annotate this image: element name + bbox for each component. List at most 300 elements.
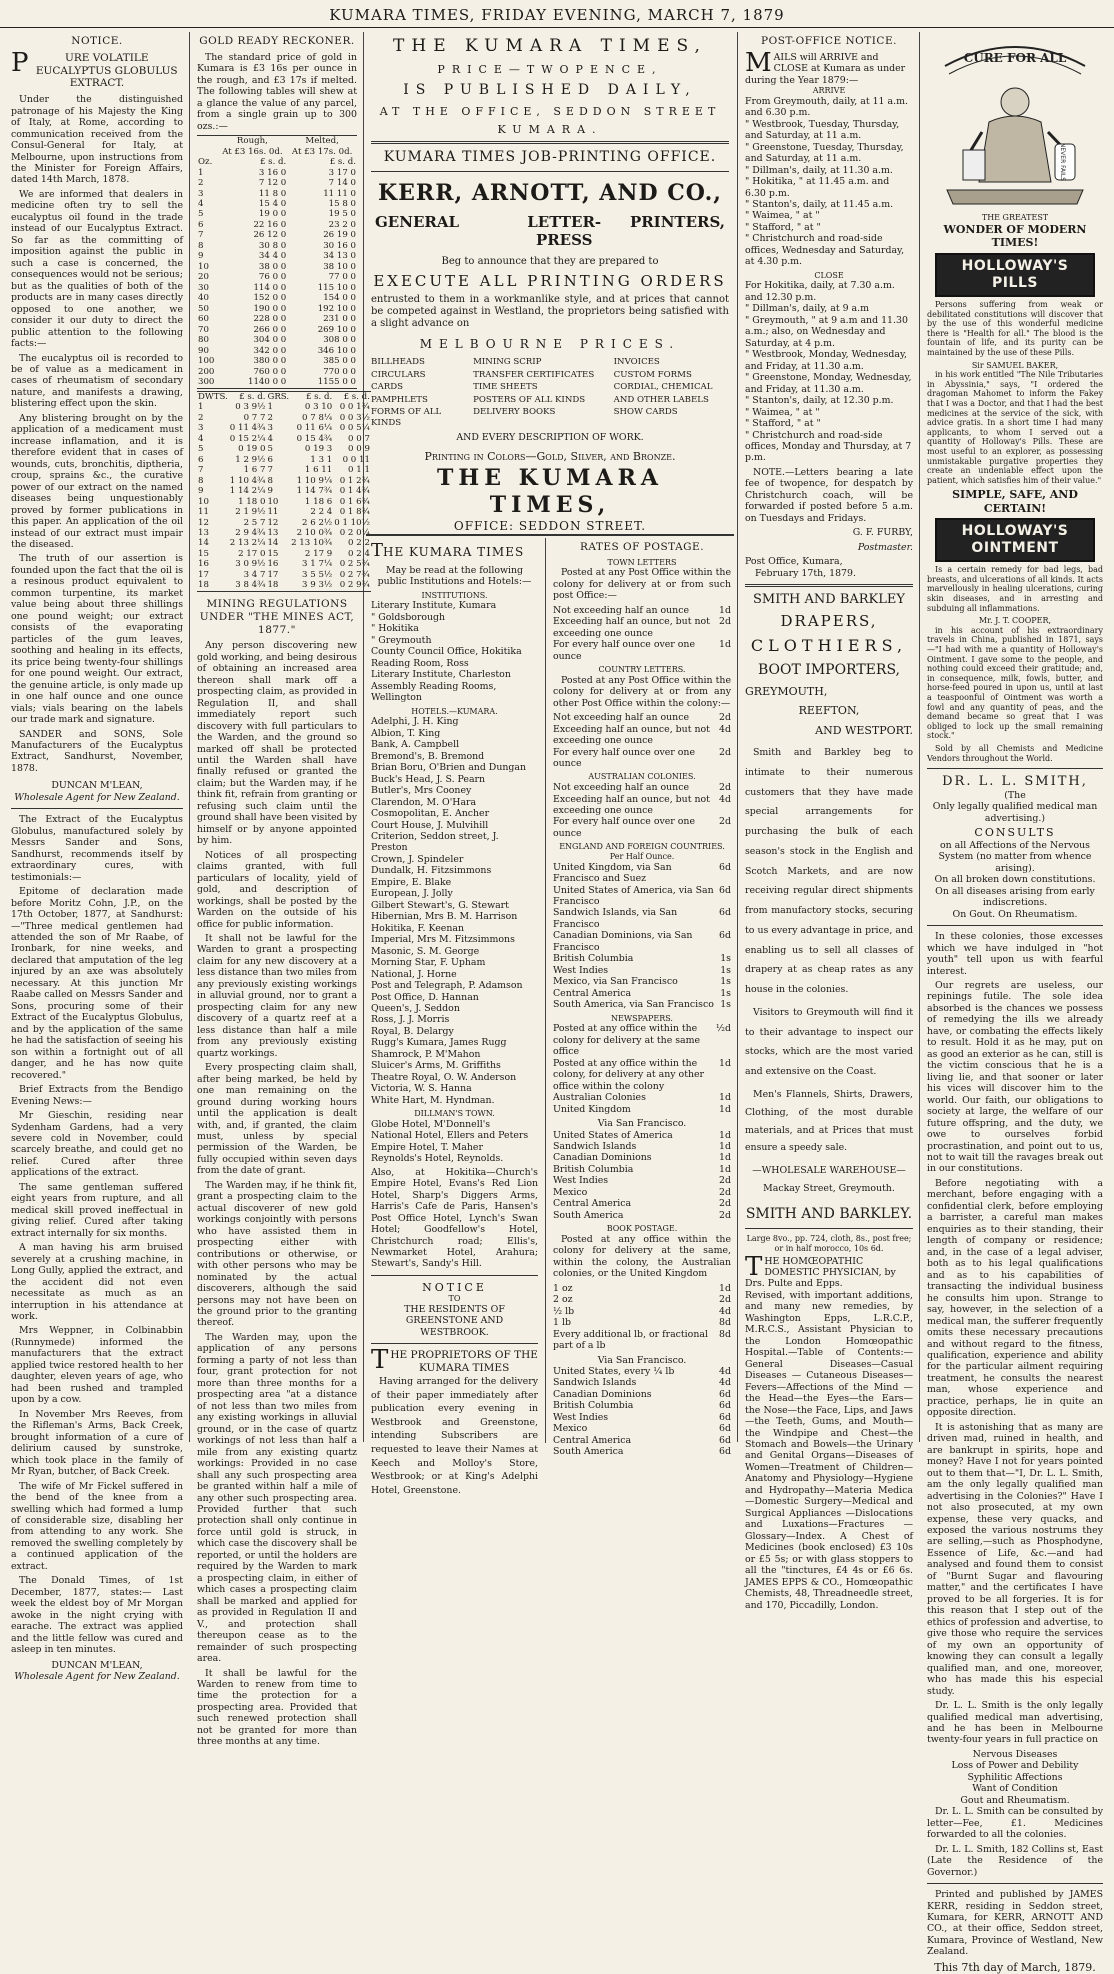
list-item: " Christchurch and road-side offices, Wednesday and Saturday, at 4.30 p.m. <box>745 233 905 268</box>
rate-value: 2d <box>719 1209 731 1221</box>
news-heading: NEWSPAPERS. <box>611 1013 673 1023</box>
table-cell: 0 19 3 <box>304 444 333 455</box>
list-item: " Waimea, " at " <box>745 210 820 222</box>
table-cell: 342 0 0 <box>253 345 287 356</box>
table-cell: 1 10 9¼ <box>296 475 333 486</box>
table-row <box>197 507 371 517</box>
oz-table <box>197 135 357 389</box>
table-cell: 115 10 0 <box>317 282 356 293</box>
rate-label: Not exceeding half an ounce <box>553 782 689 794</box>
print-item: FORMS OF ALL KINDS <box>371 407 442 428</box>
list-item: Victoria, W. S. Hanna <box>371 1083 472 1095</box>
table-cell: 6 <box>198 454 204 465</box>
list-item: Reynolds's Hotel, Reynolds. <box>371 1153 504 1165</box>
list-item: Literary Institute, Charleston <box>371 669 511 681</box>
job-printing-heading: KUMARA TIMES JOB-PRINTING OFFICE. <box>383 149 717 166</box>
paper-name: THE KUMARA TIMES, <box>393 36 707 56</box>
paragraph: The wife of Mr Fickel suffered in the bend of the knee from a swelling which had formed a lump of considerable size, disabling her from attending to any work. She removed the swelling completely by a continued application of the extract. <box>11 1480 183 1572</box>
table-cell: 15 <box>198 548 209 559</box>
paragraph: Having arranged for the delivery of their paper immediately after publication every evening in Westbrook and Greenstone, intending Subscribers are requested to leave their Names at Keech and Molloy's Store, Westbrook; or at King's Adelphi Hotel, Greenstone. <box>371 1375 538 1496</box>
paragraph: in his work entitled "The Nile Tributaries in Abyssinia," says, "I ordered the dragoman Mahomet to inform the Fakey that I was a Doctor, and that I had the best medicines at the service of the sick, with advice gratis. In a short time I had many applicants, to whom I served out a quantity of Holloway's Pills. These are most useful to an explorer, as possessing unmistakable purgative properties they create an undeniable effect upon the patient, which satisfies him of their value." <box>927 370 1103 485</box>
published: IS PUBLISHED DAILY, <box>403 82 697 99</box>
rate-value: 1s <box>720 999 731 1011</box>
rate-label: British Columbia <box>553 953 634 965</box>
table-row <box>197 465 371 475</box>
list-item: From Greymouth, daily, at 11 a.m. and 6.30 p.m. <box>745 95 908 119</box>
firm-name: KERR, ARNOTT, AND CO., <box>378 180 722 207</box>
consult-line: On all broken down constitutions. <box>934 874 1096 886</box>
table-row <box>197 304 357 314</box>
hotels-list <box>371 716 538 1106</box>
table-cell: 2 2 4 <box>310 507 333 518</box>
rate-value: 1d <box>719 1057 731 1069</box>
list-item: Rugg's Kumara, James Rugg <box>371 1037 507 1049</box>
table-row <box>197 434 371 444</box>
table-cell: 2 <box>198 178 204 189</box>
rate-value: 1d <box>719 1282 731 1294</box>
consult-line: on all Affections of the Nervous System (no matter from whence arising). <box>938 839 1092 874</box>
postage-heading: RATES OF POSTAGE. <box>579 541 705 553</box>
printing-colors: Printing in Colors—Gold, Silver, and Bronze. <box>424 449 676 463</box>
table-cell: 380 0 0 <box>253 356 287 367</box>
divider <box>927 925 1103 926</box>
rate-label: South America <box>553 1446 624 1458</box>
rate-value: 1d <box>719 604 731 616</box>
rate-row <box>553 1104 731 1115</box>
rate-value: 4d <box>719 723 731 735</box>
postmaster-name: G. F. FURBY, <box>852 527 913 539</box>
table-row <box>197 262 357 272</box>
table-row <box>197 168 357 178</box>
greatest: THE GREATEST <box>981 213 1049 223</box>
paragraph: Brief Extracts from the Bendigo Evening News:— <box>11 1084 183 1107</box>
paragraph: The same gentleman suffered eight years from rupture, and all medical skill proved ineffectual in giving relief. Cured after taking extract internally for six months. <box>11 1181 183 1239</box>
table-row <box>197 580 371 591</box>
aus-heading: AUSTRALIAN COLONIES. <box>588 772 696 782</box>
paragraph: Posted at any Post Office within the colony for delivery at or from any other Post Office within the colony:— <box>553 674 731 709</box>
rate-label: ½ lb <box>553 1305 575 1317</box>
rate-value: 4d <box>719 793 731 805</box>
rate-row <box>553 1283 731 1294</box>
print-item: CARDS <box>371 382 404 393</box>
col-header: GRS. <box>267 391 290 402</box>
print-item: POSTERS OF ALL KINDS <box>473 394 586 405</box>
rate-label: Central America <box>553 987 632 999</box>
eng-rates <box>553 862 731 1011</box>
cure-for-all-illustration <box>927 32 1103 210</box>
table-cell: 9 <box>267 486 273 497</box>
table-cell: 0 1 2¾ <box>339 475 370 486</box>
rate-row <box>553 1198 731 1209</box>
table-cell: 200 <box>198 366 215 377</box>
rate-value: 6d <box>719 1446 731 1458</box>
consult-line: On Gout. On Rheumatism. <box>952 908 1078 920</box>
table-cell: 11 11 0 <box>323 188 356 199</box>
agent-title: Wholesale Agent for New Zealand. <box>14 791 180 803</box>
paragraph: The Warden may, if he think fit, grant a prospecting claim to the actual discoverer of new gold workings conjointly with persons who have assisted them in prospecting either with contributions or otherwise, or with other persons who may be nominated by the actual discoverers, although the said persons may not have been on the ground prior to the granting thereof. <box>197 1179 357 1329</box>
table-cell: 2 5 7 <box>243 517 266 528</box>
table-cell: 1 14 2¼ <box>229 486 266 497</box>
paragraph: The Warden may, upon the application of any persons forming a party of not less than four, grant protection for not more than three months for a prospecting area "at a distance of not less than two miles from any existing workings in alluvial ground, or in the case of quartz workings of not less than half a mile from any existing quartz workings: Provided in no case shall any such prospecting area be granted within half a mile of any other such prospecting area. Provided further that such protection shall only continue in force until gold is struck, in which case the discovery shall be reported, or until the holders are required by the Warden to mark a prospecting claim, in either of which cases a prospecting claim shall be marked and applied for as provided in Regulation II and V., and protection shall thereupon cease as to the remainder of such prospecting area. <box>197 1331 357 1665</box>
table-cell: 30 <box>198 282 209 293</box>
print-items <box>371 357 729 428</box>
table-cell: 11 <box>267 507 279 518</box>
wonder-heading: WONDER OF MODERN TIMES! <box>943 223 1087 250</box>
list-item: " Stafford, " at " <box>745 221 821 233</box>
rate-row <box>553 1366 731 1377</box>
rate-label: Central America <box>553 1434 632 1446</box>
rate-value: 6d <box>719 1423 731 1435</box>
institutions-list <box>371 600 538 703</box>
table-cell: 38 0 0 <box>258 261 287 272</box>
table-cell: 50 <box>198 303 209 314</box>
print-item: INVOICES <box>613 357 660 368</box>
rate-row <box>553 1294 731 1305</box>
print-item: DELIVERY BOOKS <box>473 407 556 418</box>
column-rule <box>737 32 738 1442</box>
table-cell: 154 0 0 <box>323 293 356 304</box>
list-item: Theatre Royal, O. W. Anderson <box>371 1071 517 1083</box>
paragraph: Notices of all prospecting claims granted, with full particulars of locality, yield of gold, and description of workings, shall be posted by the Warden on the outside of his office for public information. <box>197 849 357 930</box>
book-rates <box>553 1283 731 1329</box>
table-cell: 0 0 1¾ <box>339 402 370 413</box>
table-cell: 1 2 9½ <box>235 454 266 465</box>
rate-row <box>553 1412 731 1423</box>
column-postage-rates <box>548 538 736 1458</box>
rate-value: 1d <box>719 1140 731 1152</box>
product-title: P URE VOLATILE EUCALYPTUS GLOBULUS EXTRACT. <box>11 47 178 90</box>
agent-title: Wholesale Agent for New Zealand. <box>14 1671 180 1683</box>
rate-label: West Indies <box>553 1411 609 1423</box>
table-cell: 13 <box>267 528 279 538</box>
list-item: Dundalk, H. Fitzsimmons <box>371 865 492 877</box>
table-cell: 18 <box>267 580 279 591</box>
print-item: AND OTHER LABELS <box>613 394 709 405</box>
table-cell: 2 <box>267 412 273 423</box>
list-item: Brian Boru, O'Brien and Dungan <box>371 762 527 774</box>
table-cell: 0 19 0 <box>238 444 266 455</box>
consults-heading: CONSULTS <box>974 826 1056 840</box>
dillman-heading: DILLMAN'S TOWN. <box>414 1109 495 1119</box>
rate-label: United Kingdom <box>553 1103 631 1115</box>
table-cell: 4 <box>198 198 204 209</box>
table-cell: 0 15 2¼ <box>229 433 266 444</box>
rate-row <box>553 1152 731 1163</box>
paragraph: Is a certain remedy for bad legs, bad breasts, and ulcerations of all kinds. It acts marvellously in healing ulcerations, curing skin diseases, and in arresting and subduing all inflammations. <box>927 565 1103 613</box>
list-item: Court House, J. Mulvihill <box>371 819 489 831</box>
rate-value: 2d <box>719 782 731 794</box>
rate-label: British Columbia <box>553 1163 634 1175</box>
table-cell: 2 13 2¼ <box>229 538 266 549</box>
rate-label: Canadian Dominions <box>553 1152 652 1164</box>
divider <box>371 171 729 172</box>
table-cell: 76 0 0 <box>258 272 287 283</box>
table-row <box>197 325 357 335</box>
list-item: Sluicer's Arms, M. Griffiths <box>371 1060 501 1072</box>
list-item: County Council Office, Hokitika <box>371 646 522 658</box>
rate-row <box>553 1389 731 1400</box>
paragraph: Dr. L. L. Smith is the only legally qualified medical man advertising, and he has been in Melbourne twenty-four years in full practice on <box>927 1700 1103 1746</box>
rate-label: United States of America <box>553 1129 673 1141</box>
list-item: National, J. Horne <box>371 968 457 980</box>
reading-title: THE KUMARA TIMES <box>371 540 525 561</box>
ailment: Nervous Diseases <box>972 1748 1058 1760</box>
table-cell: 19 5 0 <box>328 209 356 220</box>
list-item: " Stanton's, daily, at 11.45 a.m. <box>745 199 894 211</box>
proprietors-title: THE PROPRIETORS OF THE KUMARA TIMES <box>371 1345 538 1376</box>
paragraph: In these colonies, those excesses which we have indulged in "hot youth" tell upon us with fearful interest. <box>927 931 1103 977</box>
notice-residents: THE RESIDENTS OF GREENSTONE AND WESTBROOK. <box>404 1303 505 1338</box>
rate-label: Mexico <box>553 1423 588 1435</box>
rate-value: 2d <box>719 616 731 628</box>
table-row <box>197 251 357 261</box>
table-cell: 16 <box>198 559 209 570</box>
table-cell: 0 2 0¼ <box>339 528 370 538</box>
sb-boot: BOOT IMPORTERS, <box>758 661 900 678</box>
table-row <box>197 241 357 251</box>
print-item: PAMPHLETS <box>371 394 428 405</box>
paragraph: Our regrets are useless, our repinings futile. The sole idea absorbed is the chances we possess of remedying the ills we already have, or combating the effects likely to result. Hold it as he may, put on as good an exterior as he can, still is the victim conscious that he is a living lie, and that sooner or later his vices will discover him to the world. Our faith, our obligations to society at large, the welfare of our future offspring, and the duty, we owe to ourselves forbid procrastination, and point out to us, not to wait till the ravages break out in our constitutions. <box>927 979 1103 1175</box>
list-item: Empire, E. Blake <box>371 876 452 888</box>
table-cell: 1 <box>198 402 204 413</box>
mining-heading: MINING REGULATIONS UNDER "THE MINES ACT, 1877." <box>199 597 355 636</box>
list-item: " Westbrook, Monday, Wednesday, and Friday, at 11.30 a.m. <box>745 349 908 372</box>
rate-row <box>553 794 731 817</box>
table-cell: 2 13 10¾ <box>291 538 333 549</box>
rate-value: 6d <box>719 930 731 942</box>
table-cell: 8 <box>198 240 204 251</box>
list-item: " Christchurch and road-side offices, Monday and Thursday, at 7 p.m. <box>745 429 912 464</box>
rate-row: Every additional lb, or fractional part of a lb 8d <box>553 1328 731 1352</box>
list-item: Assembly Reading Rooms, Wellington <box>371 680 497 704</box>
print-item: MINING SCRIP <box>473 357 542 368</box>
paragraph: Dr. L. L. Smith, 182 Collins st, East (Late the Residence of the Governor.) <box>927 1843 1103 1878</box>
list-item: Cosmopolitan, E. Ancher <box>371 808 490 820</box>
rate-row <box>553 1400 731 1411</box>
rate-row <box>553 907 731 930</box>
divider <box>745 1228 913 1229</box>
figure-head-icon <box>1001 88 1029 116</box>
table-cell: 15 8 0 <box>328 198 356 209</box>
table-cell: 760 0 0 <box>253 366 287 377</box>
rate-value: 6d <box>719 861 731 873</box>
dillman-list <box>371 1119 538 1165</box>
column-rule <box>545 538 546 1443</box>
agent-name: DUNCAN M'LEAN, <box>51 780 143 792</box>
list-item: " Goldsborough <box>371 611 446 623</box>
paragraph: Every prospecting claim shall, after being marked, be held by one man remaining on the ground during working hours until the application is dealt with, and, if granted, the claim must, unless by special permission of the Warden, be fully occupied within seven days from the date of grant. <box>197 1062 357 1177</box>
list-item: Post Office, D. Hannan <box>371 991 479 1003</box>
table-cell: 1 18 0 <box>238 496 266 507</box>
paragraph: Epitome of declaration made before Moritz Cohn, J.P., on the 17th October, 1877, at Sandhurst:—"Three medical gentlemen had attended the son of Mr Raabe, of Ironbark, for nine weeks, and declared that amputation of the leg injured by an axe was absolutely necessary. At this junction Mr Raabe called on Messrs Sander and Sons, procuring some of their Extract of the Eucalyptus Globulus, and by the application of the same he had the satisfaction of seeing his son within a fortnight out of all danger, and he has now quite recovered." <box>11 886 183 1081</box>
column-reading-places <box>366 538 543 1496</box>
table-cell: 0 3 10 <box>304 402 333 413</box>
table-cell: 0 1 8¾ <box>339 507 370 518</box>
table-cell: 3 5 5½ <box>302 569 333 580</box>
table-cell: 77 0 0 <box>328 272 356 283</box>
col-header: £ s. d. <box>305 391 333 402</box>
rate-row <box>553 1023 731 1057</box>
table-cell: 13 <box>198 528 209 538</box>
rate-value: 4d <box>719 1377 731 1389</box>
table-cell: 2 17 9 <box>304 548 333 559</box>
divider <box>371 1275 538 1276</box>
column-kumara-times <box>366 32 734 532</box>
rate-label: Exceeding half an ounce, but not exceeding one ounce <box>553 723 710 747</box>
table-row <box>197 356 357 366</box>
table-cell: 14 <box>198 538 209 549</box>
column-gold-reckoner <box>192 32 370 1748</box>
list-item: Ross, J. J. Morris <box>371 1014 450 1026</box>
table-cell: 1 <box>267 402 273 413</box>
list-item: Hokitika, F. Keenan <box>371 922 465 934</box>
execute-heading: EXECUTE ALL PRINTING ORDERS <box>373 271 727 290</box>
table-cell: 0 11 6¼ <box>296 423 333 434</box>
col-header: At £3 16s. 0d. <box>222 146 283 157</box>
paragraph: Visitors to Greymouth will find it to their advantage to inspect our stocks, which are the most varied and extensive on the Coast. <box>745 1006 913 1078</box>
table-cell: 152 0 0 <box>253 293 287 304</box>
aus-rates <box>553 782 731 839</box>
table-cell: 23 2 0 <box>328 219 356 230</box>
print-item: CORDIAL, CHEMICAL <box>613 382 713 393</box>
table-row <box>197 549 371 559</box>
table-cell: 2 6 2½ <box>302 517 333 528</box>
print-item: CIRCULARS <box>371 369 426 380</box>
paragraph: Persons suffering from weak or debilitated constitutions will discover that by the use of this wonderful medicine there is "Health for all." The blood is the fountain of life, and its purity can be maintained by the use of these Pills. <box>927 300 1103 357</box>
print-item: SHOW CARDS <box>613 407 678 418</box>
col-header: £ s. d. <box>329 157 356 168</box>
rate-value: 6d <box>719 1400 731 1412</box>
paragraph: Revised, with important additions, and many new remedies, by Washington Epps, L.R.C.P., M.R.C.S., Assistant Physician to the London Homœopathic Hospital.—Table of Contents:—General Diseases—Casual Diseases — Cutaneous Diseases—Fevers—Affections of the Mind —the Head—the Eyes—the Ears—the Nose—the Face, Lips, and Jaws—the Teeth, Gums, and Mouth—the Windpipe and Chest—the Stomach and Bowels—the Urinary and Genital Organs—Diseases of Women—Treatment of Children—Anatomy and Physiology—Hygiene and Hydropathy—Materia Medica—Domestic Surgery—Medical and Surgical Appliances —Dislocations and Luxations—Fractures —Glossary—Index. A Chest of Medicines (book enclosed) £3 10s or £5 5s; or with glass stoppers to all the "tinctures, £4 4s or £6 6s. JAMES EPPS & CO., Homœopathic Chemists, 48, Threadneedle street, and 170, Piccadilly, London. <box>745 1289 913 1611</box>
rate-row <box>553 1306 731 1317</box>
table-cell: 7 14 0 <box>328 178 356 189</box>
rate-value: ½d <box>715 1023 731 1035</box>
table-row <box>197 346 357 356</box>
table-cell: 70 <box>198 324 209 335</box>
table-cell: 17 <box>267 569 279 580</box>
table-cell: 0 2 4 <box>348 548 370 559</box>
country-rates <box>553 712 731 769</box>
every-description: AND EVERY DESCRIPTION OF WORK. <box>456 432 644 444</box>
table-cell: 15 4 0 <box>258 198 287 209</box>
table-cell: 26 19 0 <box>323 230 356 241</box>
rate-value: 1s <box>720 987 731 999</box>
paragraph: It shall be lawful for the Warden to renew from time to time the protection for a prospecting area. Provided that such renewed protection shall not be granted for more than three months at any time. <box>197 1667 357 1748</box>
table-row <box>197 559 371 569</box>
rate-label: United States, every ¼ lb <box>553 1366 675 1378</box>
via-heading: Via San Francisco. <box>597 1354 687 1366</box>
rate-row <box>553 862 731 885</box>
rate-value: 2d <box>719 1198 731 1210</box>
table-row <box>197 518 371 528</box>
list-item: " Stafford, " at " <box>745 418 821 430</box>
paragraph: It shall not be lawful for the Warden to grant a prospecting claim for any new discovery at a less distance than two miles from any previously existing workings in alluvial ground, nor to grant a prospecting claim for any new discovery of a quartz reef at a less distance than half a mile from any previously existing quartz workings. <box>197 933 357 1059</box>
table-cell: 0 0 9 <box>348 444 370 455</box>
table-cell: 12 <box>198 517 209 528</box>
table-cell: 10 <box>267 496 279 507</box>
rate-label: 1 lb <box>553 1317 571 1329</box>
divider <box>927 1883 1103 1884</box>
table-cell: 0 11 4¾ <box>229 423 266 434</box>
rate-label: Central America <box>553 1198 632 1210</box>
table-cell: 60 <box>198 314 209 325</box>
table-cell: 7 <box>267 465 273 476</box>
figure-robe-icon <box>979 116 1051 182</box>
table-row <box>197 293 357 303</box>
table-cell: 2 1 9½ <box>235 507 266 518</box>
table-cell: 3 1 7¼ <box>302 559 333 570</box>
list-item: Hibernian, Mrs B. M. Harrison <box>371 911 518 923</box>
list-item: " Dillman's, daily, at 9 a.m <box>745 303 870 315</box>
table-row <box>197 423 371 433</box>
ailment: Want of Condition <box>972 1783 1058 1795</box>
rate-label: West Indies <box>553 964 609 976</box>
list-item: Globe Hotel, M'Donnell's <box>371 1118 491 1130</box>
rate-label: Sandwich Islands <box>553 1140 637 1152</box>
announcement: Beg to announce that they are prepared to <box>441 255 659 267</box>
pills-banner: HOLLOWAY'S PILLS <box>935 253 1095 297</box>
rate-label: South America, via San Francisco <box>553 999 714 1011</box>
list-item: Butler's, Mrs Cooney <box>371 785 472 797</box>
rate-row <box>553 1317 731 1328</box>
po-date: February 17th, 1879. <box>755 567 856 579</box>
table-cell: 10 <box>198 496 209 507</box>
table-row <box>197 413 371 423</box>
rate-label: 1 oz <box>553 1282 573 1294</box>
rate-label: Not exceeding half an ounce <box>553 712 689 724</box>
via-rates <box>553 1130 731 1222</box>
table-cell: 3 4 7 <box>243 569 266 580</box>
rate-value: 6d <box>719 1388 731 1400</box>
imprint: Printed and published by JAMES KERR, residing in Seddon street, Kumara, for KERR, ARNOTT AND CO., at their office, Seddon street, Kumara, Province of Westland, New Zealand. <box>927 1889 1103 1958</box>
warehouse: —WHOLESALE WAREHOUSE— <box>752 1165 906 1177</box>
table-cell: 266 0 0 <box>253 324 287 335</box>
paragraph: in his account of his extraordinary travels in China, published in 1871, says—"I had with me a quantity of Holloway's Ointment. I gave some to the people, and nothing could exceed their gratitude; and, in consequence, milk, fowls, butter, and horse-feed poured in upon us, until at last a teaspoonful of Ointment was worth a fowl and any quantity of peas, and the demand became so great that I was obliged to lock up the small remaining stock." <box>927 625 1103 741</box>
col-header: Melted, <box>305 136 339 147</box>
arrive-heading: ARRIVE <box>812 86 846 96</box>
table-cell: 7 <box>198 465 204 476</box>
print-item: TRANSFER CERTIFICATES <box>473 369 595 380</box>
column-holloway <box>922 32 1108 1974</box>
table-cell: 26 12 0 <box>253 230 287 241</box>
rate-value: 1d <box>719 1092 731 1104</box>
paragraph: Also, at Hokitika—Church's Empire Hotel, Evans's Red Lion Hotel, Sharp's Diggers Arms, Harris's Cafe de Paris, Hansen's Post Office Hotel, Lynch's Swan Hotel; Goodfellow's Hotel, Christchurch road; Ellis's, Newmarket Hotel, Arahura; Stewart's, Sandy's Hill. <box>371 1166 538 1270</box>
divider <box>745 584 913 587</box>
sb-footer: SMITH AND BARKLEY. <box>745 1206 913 1223</box>
sb-reefton: REEFTON, <box>798 704 860 718</box>
table-cell: 6 <box>198 219 204 230</box>
table-cell: 308 0 0 <box>323 335 356 346</box>
rate-value: 6d <box>719 907 731 919</box>
rate-label: South America <box>553 1209 624 1221</box>
table-row <box>197 272 357 282</box>
rate-label: 2 oz <box>553 1294 573 1306</box>
rate-row <box>553 953 731 964</box>
rate-row <box>553 616 731 639</box>
table-cell: 0 1 4¾ <box>339 486 370 497</box>
rate-label: United States of America, via San Francisco <box>553 884 714 908</box>
table-row <box>197 497 371 507</box>
paragraph: NOTE.—Letters bearing a late fee of twopence, for despatch by Christchurch coach, will be forwarded if posted before 5 a.m. on Tuesdays and Fridays. <box>745 466 913 524</box>
column-post-office <box>740 32 918 1611</box>
rate-value: 1d <box>719 639 731 651</box>
table-cell: 1 14 7¾ <box>296 486 333 497</box>
table-cell: 10 <box>198 261 209 272</box>
rate-value: 2d <box>719 746 731 758</box>
table-cell: 15 <box>267 548 279 559</box>
table-cell: 0 1 6¾ <box>339 496 370 507</box>
paragraph: It is astonishing that as many are driven mad, ruined in health, and are bankrupt in spirits, hope and money? Have I not for years pointed out to them that—"I, Dr. L. L. Smith, am the only legally qualified man advertising in the Colonies?" Have I not also prosecuted, at my own expense, these very quacks, and exposed the various nostrums they are selling,—such as Phosphodyne, Essence of Life, &c.—and had analysed and found them to consist of "Burnt Sugar and flavouring matter," and the certificates I have proved to be all forgeries. It is for this reason that I step out of the ethics of profession and advertise, to give those who require the services of my own an opportunity of knowing they can consult a legally qualified man, and one, moreover, who has made this his especial study. <box>927 1421 1103 1697</box>
